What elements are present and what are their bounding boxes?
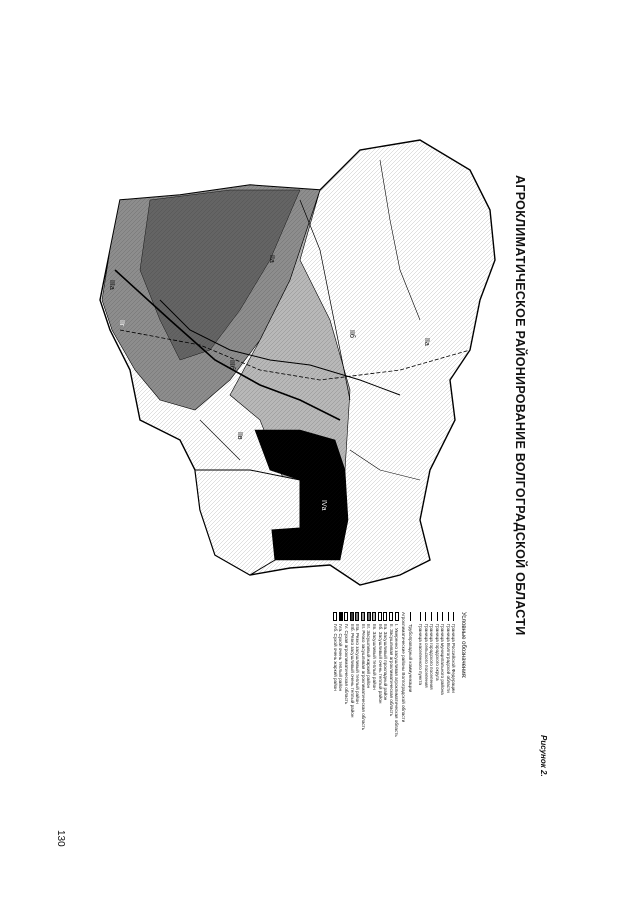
legend-heading: Условные обозначения: (460, 612, 466, 679)
legend-item: Граница Российской Федерации (451, 612, 457, 737)
legend-item: Граница Волгоградской области (445, 612, 451, 737)
legend-zone-item (377, 612, 383, 737)
zone-swatch (395, 612, 399, 621)
zone-label-text: IIв. Засушливый теплый район (371, 624, 377, 690)
legend-item: Граница городского поселения (429, 612, 435, 737)
zone-label-text: IVа. Сухой очень теплый район (338, 624, 344, 691)
legend-item: Граница городского округа (434, 612, 440, 737)
legend-zone-item (371, 612, 377, 737)
zone-label-text: IIIа. Резко засушливый теплый район (355, 624, 361, 704)
zone-swatch (372, 612, 376, 621)
zone-swatch (333, 612, 337, 621)
zone-label-text: IIIб. Резко засушливый очень теплый район (349, 624, 355, 718)
zone-label-text: IIб. Засушливый очень теплый район (377, 624, 383, 704)
legend-zone-item (332, 612, 338, 737)
legend-item: Граница населенного пункта (417, 612, 423, 737)
zone-swatch (361, 612, 365, 621)
zone-swatch (383, 612, 387, 621)
zone-label: IIIб (228, 360, 235, 370)
zone-swatch (344, 612, 348, 621)
zone-label: IIIа (108, 280, 115, 290)
zone-label-text: IIа. Засушливый прохладный район (383, 624, 389, 701)
zone-swatch (367, 612, 371, 621)
zone-label: IIа (268, 255, 275, 263)
legend-zone-item (338, 612, 344, 737)
map-title: АГРОКЛИМАТИЧЕСКОЕ РАЙОНИРОВАНИЕ ВОЛГОГРАДСКОЙ ОБЛАСТИ (513, 175, 527, 636)
zone-label: IIа (423, 338, 430, 346)
zone-label: IVа (320, 500, 327, 511)
legend-zone-item (394, 612, 400, 737)
zone-label-text: IVб. Сухой очень жаркий район (332, 624, 338, 691)
map-legend (332, 612, 465, 737)
legend-zone-item (349, 612, 355, 737)
zone-label-text: I. Умеренно засушливая агроклиматическая область (394, 624, 400, 737)
zone-swatch (355, 612, 359, 621)
zone-label: IIг (118, 320, 125, 327)
page-number: 130 (55, 830, 66, 847)
zone-swatch (339, 612, 343, 621)
zone-label: IIб (348, 330, 355, 338)
legend-zone-item (344, 612, 350, 737)
figure-label: Рисунок 2. (539, 735, 548, 777)
zone-label-text: II. Засушливая агроклиматическая область (388, 624, 394, 717)
legend-item: Граница сельского поселения (423, 612, 429, 737)
legend-zones-heading: Агроклиматические районы Волгоградской области (400, 612, 406, 723)
zone-swatch (378, 612, 382, 621)
zone-label-text: IV. Сухая агроклиматическая область (344, 624, 349, 705)
zone-label-text: III. Резко засушливая агроклиматическая область (360, 624, 366, 731)
legend-zone-item (360, 612, 366, 737)
zone-swatch (350, 612, 354, 621)
zone-label: IIв (236, 432, 243, 440)
legend-zone-item (366, 612, 372, 737)
legend-zone-item (383, 612, 389, 737)
zone-swatch (389, 612, 393, 621)
legend-item: Трубопроводный коммуникации (408, 612, 414, 737)
zone-label-text: IIг. Засушливый жаркий район (366, 624, 372, 689)
legend-item: Граница муниципального района (440, 612, 446, 737)
